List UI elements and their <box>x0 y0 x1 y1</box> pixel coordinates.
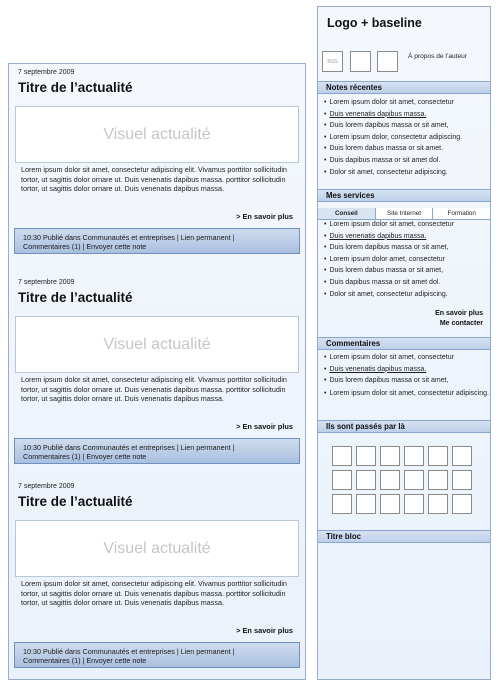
logo-baseline[interactable]: Logo + baseline <box>327 16 422 30</box>
list-item[interactable]: • Lorem ipsum dolor sit amet, consectetur <box>324 219 489 231</box>
visitor-avatar[interactable] <box>332 494 352 514</box>
post-meta-line[interactable]: 10:30 Publié dans Communautés et entreprises | Lien permanent | <box>23 443 235 452</box>
visitor-avatar[interactable] <box>428 446 448 466</box>
list-item[interactable]: • Lorem ipsum dolor sit amet, consectetur <box>324 97 489 109</box>
contact-link[interactable]: Me contacter <box>439 319 483 327</box>
services-links <box>435 309 483 328</box>
comments-list <box>324 352 489 398</box>
list-item[interactable]: • Duis venenatis dapibus massa. <box>324 364 489 376</box>
read-more-link[interactable]: En savoir plus <box>435 310 483 317</box>
list-item[interactable]: • Duis lorem dapibus massa or sit amet, <box>324 120 489 132</box>
list-item[interactable]: • Lorem ipsum dolor sit amet, consectetur <box>324 352 489 364</box>
list-item[interactable]: • Duis dapibus massa or sit amet dol. <box>324 155 489 167</box>
visitor-avatar[interactable] <box>356 470 376 490</box>
list-item[interactable]: • Duis lorem dapibus massa or sit amet, <box>324 242 489 254</box>
post-date: 7 septembre 2009 <box>18 69 75 76</box>
main-content <box>8 63 306 680</box>
list-item[interactable]: • Lorem ipsum dolor amet, consectetur <box>324 254 489 266</box>
post-excerpt: Lorem ipsum dolor sit amet, consectetur adipiscing elit. Vivamus porttitor sollicitudin tortor, ut sagittis dolor ornare ut. Duis venenatis dapibus massa. porttitor sollicitudin tortor, ut sagittis dolor ornare ut. Duis venenatis dapibus massa. <box>21 579 287 608</box>
read-more-link[interactable]: > En savoir plus <box>236 626 293 635</box>
services-list <box>324 219 489 300</box>
about-author-link[interactable]: À propos de l’auteur <box>408 53 468 60</box>
post-meta-bar <box>14 438 300 464</box>
visitor-avatar[interactable] <box>380 494 400 514</box>
post-title[interactable]: Titre de l’actualité <box>18 80 133 95</box>
list-item[interactable]: • Duis venenatis dapibus massa. <box>324 231 489 243</box>
post-meta-line[interactable]: 10:30 Publié dans Communautés et entreprises | Lien permanent | <box>23 233 235 242</box>
services-header: Mes services <box>318 189 490 202</box>
visitor-avatar[interactable] <box>404 494 424 514</box>
sidebar <box>317 6 491 680</box>
read-more-link[interactable]: > En savoir plus <box>236 422 293 431</box>
recent-notes-list <box>324 97 489 178</box>
comments-header: Commentaires <box>318 337 490 350</box>
post-meta-line[interactable]: Commentaires (1) | Envoyer cette note <box>23 242 147 252</box>
tab-site-internet[interactable]: Site Internet <box>376 208 434 219</box>
list-item[interactable]: • Dolor sit amet, consectetur adipiscing. <box>324 289 489 301</box>
tab-formation[interactable]: Formation <box>433 208 490 219</box>
visitor-avatar[interactable] <box>332 446 352 466</box>
post-excerpt: Lorem ipsum dolor sit amet, consectetur adipiscing elit. Vivamus porttitor sollicitudin tortor, ut sagittis dolor ornare ut. Duis venenatis dapibus massa. porttitor sollicitudin tortor, ut sagittis dolor ornare ut. Duis venenatis dapibus massa. <box>21 165 287 194</box>
visitor-avatar[interactable] <box>452 494 472 514</box>
recent-notes-header: Notes récentes <box>318 81 490 94</box>
list-item[interactable]: • Dolor sit amet, consectetur adipiscing. <box>324 167 489 179</box>
visitor-avatar[interactable] <box>452 470 472 490</box>
tab-conseil[interactable]: Conseil <box>318 208 376 219</box>
list-item[interactable]: • Duis dapibus massa or sit amet dol. <box>324 277 489 289</box>
post-title[interactable]: Titre de l’actualité <box>18 494 133 509</box>
post-visual-placeholder: Visuel actualité <box>15 520 299 577</box>
visitor-avatar[interactable] <box>380 446 400 466</box>
post-meta-bar <box>14 228 300 254</box>
visitor-avatar[interactable] <box>380 470 400 490</box>
read-more-link[interactable]: > En savoir plus <box>236 212 293 221</box>
list-item[interactable]: • Duis lorem dabus massa or sit amet. <box>324 143 489 155</box>
visitor-avatar[interactable] <box>404 470 424 490</box>
visitor-avatar[interactable] <box>404 446 424 466</box>
post-date: 7 septembre 2009 <box>18 279 75 286</box>
visitor-avatar[interactable] <box>428 470 448 490</box>
list-item[interactable]: • Lorem ipsum dolor sit amet, consectetur adipiscing. <box>324 389 489 398</box>
post-meta-line[interactable]: Commentaires (1) | Envoyer cette note <box>23 452 147 462</box>
post-title[interactable]: Titre de l’actualité <box>18 290 133 305</box>
post-excerpt: Lorem ipsum dolor sit amet, consectetur adipiscing elit. Vivamus porttitor sollicitudin tortor, ut sagittis dolor ornare ut. Duis venenatis dapibus massa. porttitor sollicitudin tortor, ut sagittis dolor ornare ut. Duis venenatis dapibus massa. <box>21 375 287 404</box>
list-item[interactable]: • Duis lorem dabus massa or sit amet, <box>324 265 489 277</box>
visitors-grid <box>332 446 472 514</box>
post-visual-placeholder: Visuel actualité <box>15 316 299 373</box>
post-meta-line[interactable]: Commentaires (1) | Envoyer cette note <box>23 656 147 666</box>
social-icon[interactable] <box>350 51 371 72</box>
bloc-header: Titre bloc <box>318 530 490 543</box>
post-date: 7 septembre 2009 <box>18 483 75 490</box>
visitor-avatar[interactable] <box>452 446 472 466</box>
visitor-avatar[interactable] <box>356 494 376 514</box>
list-item[interactable]: • Duis lorem dapibus massa or sit amet, <box>324 375 489 387</box>
rss-icon[interactable]: RSS <box>322 51 343 72</box>
post <box>9 64 305 272</box>
post <box>9 478 305 684</box>
post <box>9 274 305 482</box>
visitor-avatar[interactable] <box>428 494 448 514</box>
visitors-header: Ils sont passés par là <box>318 420 490 433</box>
post-meta-line[interactable]: 10:30 Publié dans Communautés et entreprises | Lien permanent | <box>23 647 235 656</box>
social-icon[interactable] <box>377 51 398 72</box>
visitor-avatar[interactable] <box>332 470 352 490</box>
visitor-avatar[interactable] <box>356 446 376 466</box>
list-item[interactable]: • Duis venenatis dapibus massa. <box>324 109 489 121</box>
post-visual-placeholder: Visuel actualité <box>15 106 299 163</box>
list-item[interactable]: • Lorem ipsum dolor, consectetur adipiscing. <box>324 132 489 144</box>
post-meta-bar <box>14 642 300 668</box>
